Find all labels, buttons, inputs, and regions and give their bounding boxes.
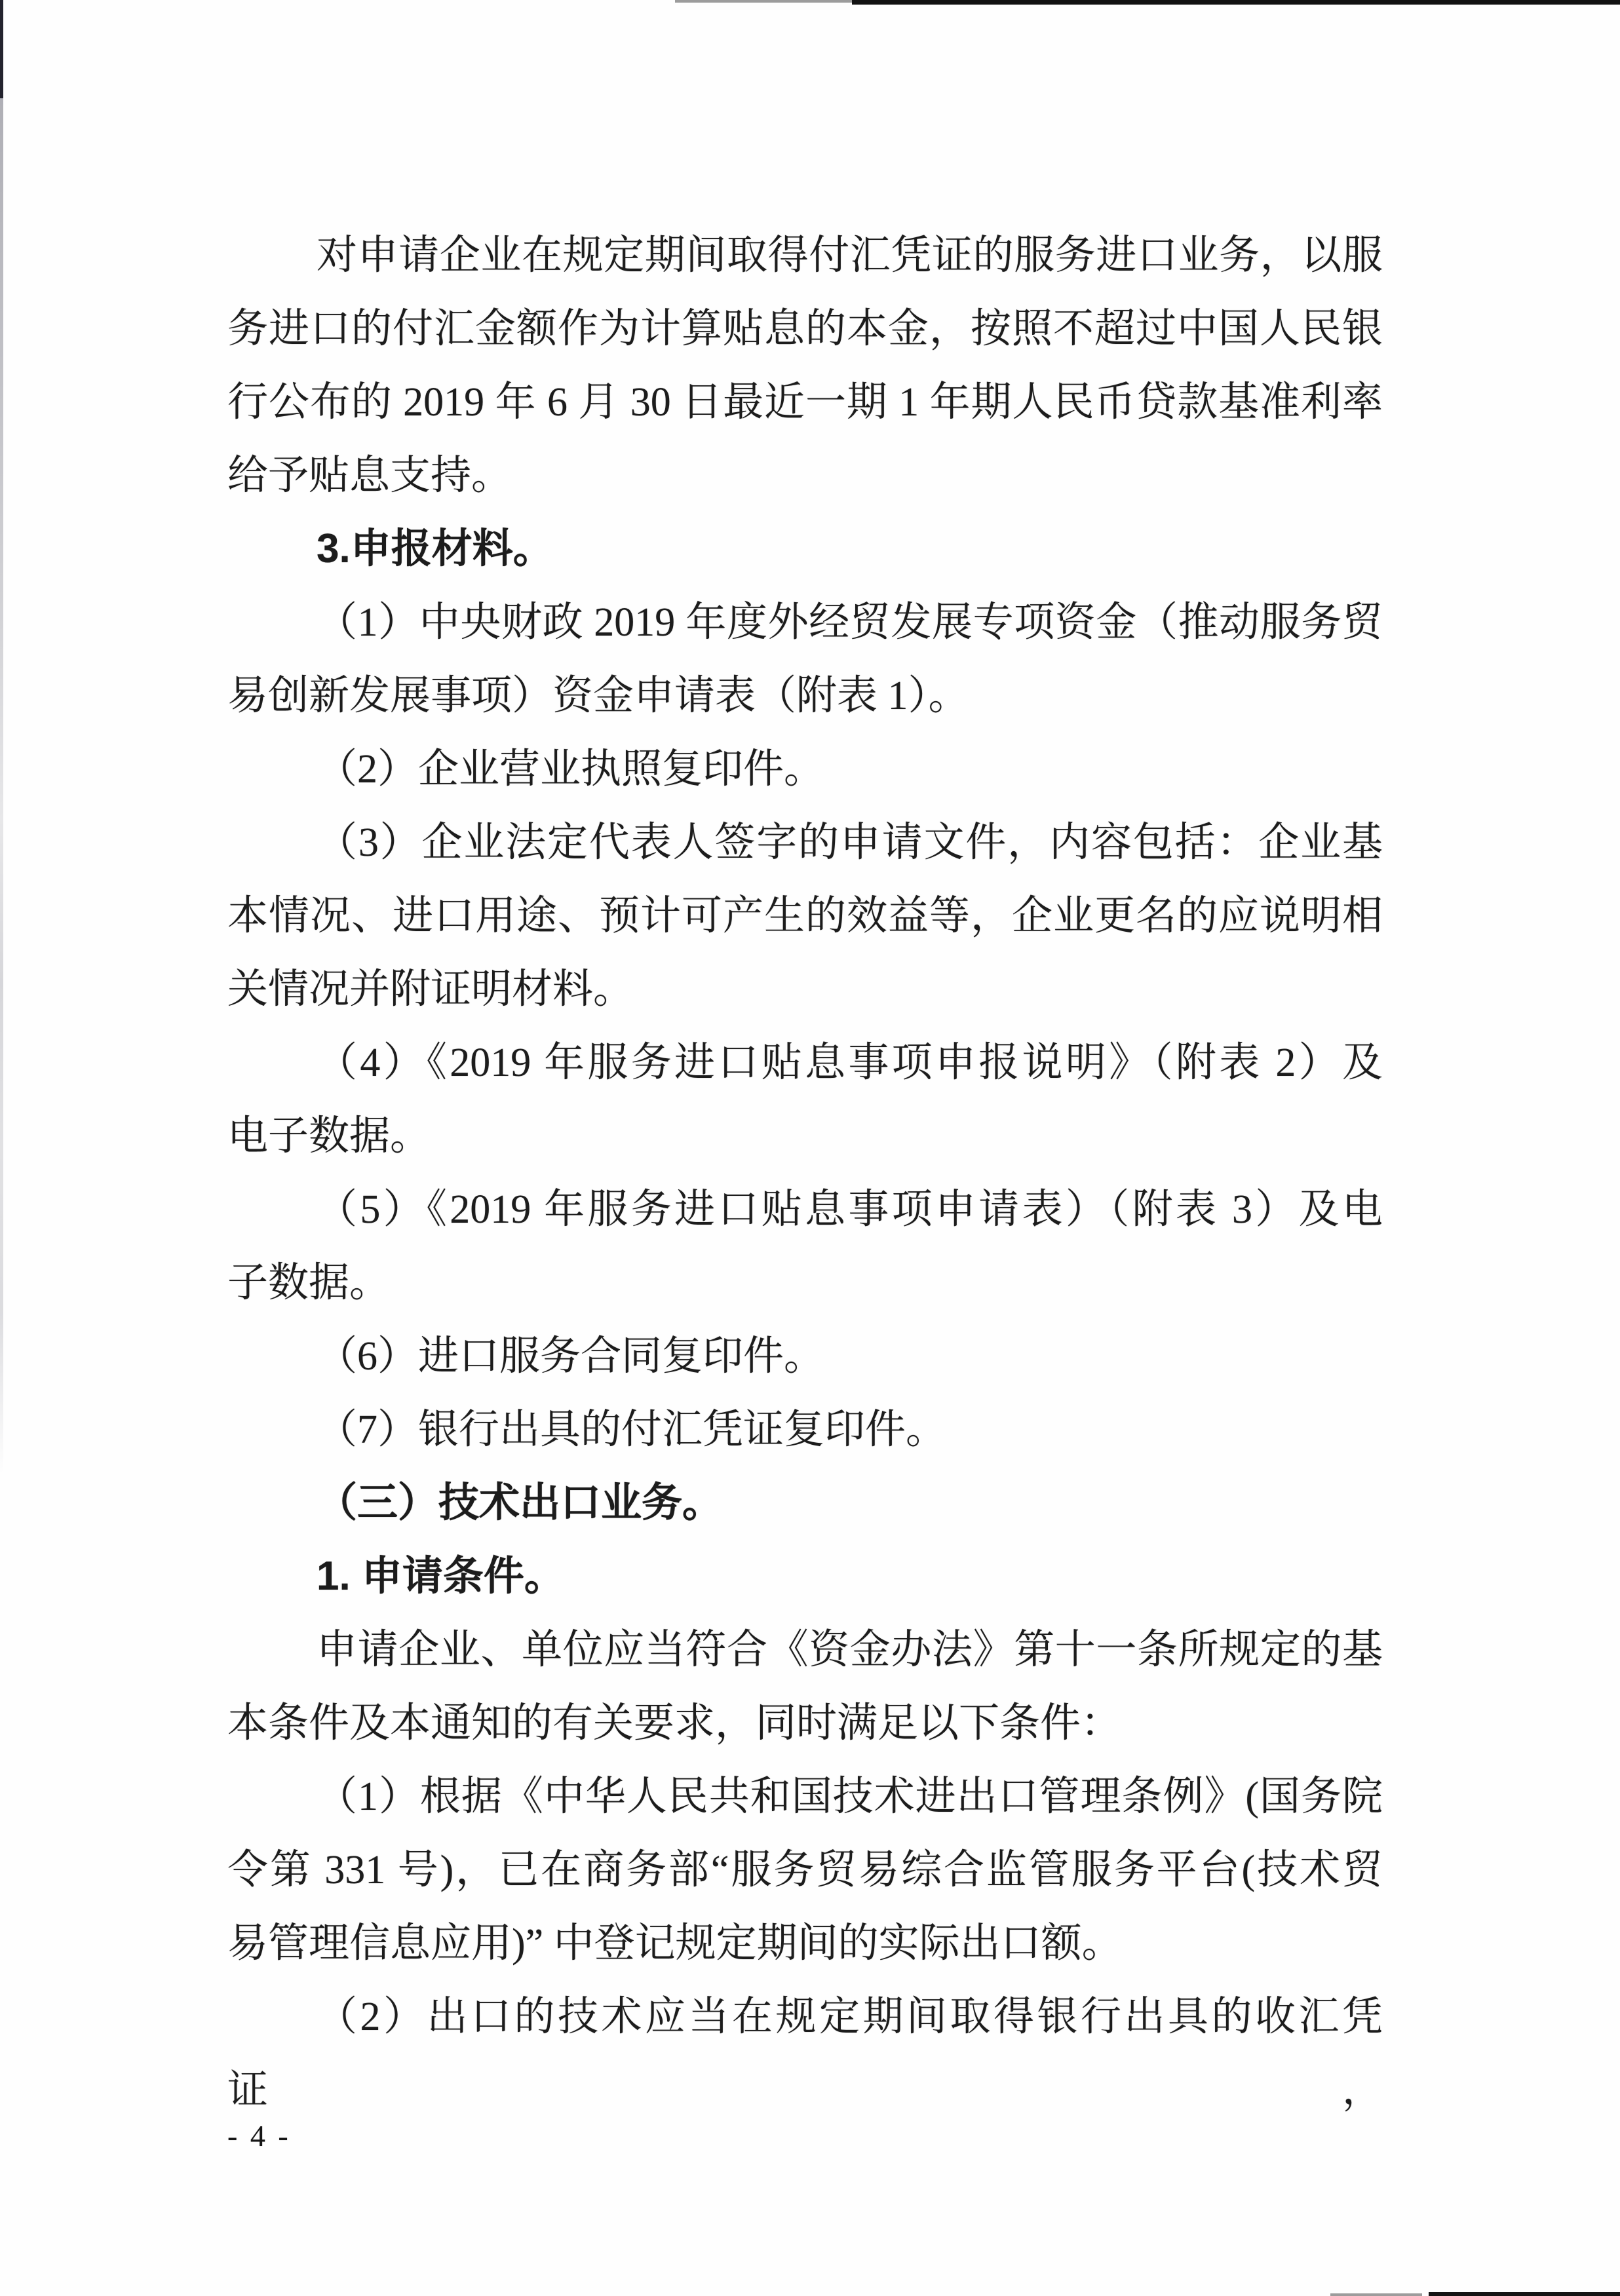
text-line: 行公布的 2019 年 6 月 30 日最近一期 1 年期人民币贷款基准利率 [227, 380, 1383, 425]
text-line: （2）出口的技术应当在规定期间取得银行出具的收汇凭证， [227, 1995, 1383, 2113]
scan-artifact-bottom-line-faint [1330, 2293, 1422, 2296]
text-line: 申请企业、单位应当符合《资金办法》第十一条所规定的基 [317, 1628, 1383, 1672]
text-line: （3）企业法定代表人签字的申请文件，内容包括：企业基 [317, 820, 1383, 865]
text-line: 本条件及本通知的有关要求，同时满足以下条件： [227, 1701, 1122, 1746]
text-line: （7）银行出具的付汇凭证复印件。 [317, 1407, 947, 1452]
text-line: 易管理信息应用)” 中登记规定期间的实际出口额。 [227, 1921, 1123, 1966]
page-number: - 4 - [227, 2119, 291, 2152]
text-line: （6）进口服务合同复印件。 [317, 1334, 825, 1379]
text-line: （1）根据《中华人民共和国技术进出口管理条例》(国务院 [317, 1774, 1383, 1819]
text-line: 本情况、进口用途、预计可产生的效益等，企业更名的应说明相 [227, 894, 1383, 938]
text-line: （5）《2019 年服务进口贴息事项申请表）（附表 3）及电 [317, 1187, 1383, 1232]
text-line: 子数据。 [227, 1261, 391, 1305]
text-line: 给予贴息支持。 [227, 453, 512, 498]
scan-artifact-bottom-line [1429, 2292, 1620, 2296]
document-body [227, 219, 1383, 2113]
text-line: 令第 331 号)，已在商务部“服务贸易综合监管服务平台(技术贸 [227, 1848, 1383, 1892]
text-line: 1. 申请条件。 [317, 1554, 565, 1599]
text-line: 易创新发展事项）资金申请表（附表 1）。 [227, 674, 969, 718]
scan-artifact-top-line [852, 0, 1620, 5]
text-line: （三）技术出口业务。 [317, 1480, 723, 1525]
scan-artifact-left-edge [0, 0, 3, 1474]
text-line: （2）企业营业执照复印件。 [317, 747, 825, 792]
text-line: 务进口的付汇金额作为计算贴息的本金，按照不超过中国人民银 [227, 307, 1383, 351]
text-line: （1）中央财政 2019 年度外经贸发展专项资金（推动服务贸 [317, 600, 1383, 645]
text-line: （4）《2019 年服务进口贴息事项申报说明》（附表 2）及 [317, 1041, 1383, 1085]
text-line: 对申请企业在规定期间取得付汇凭证的服务进口业务，以服 [317, 233, 1383, 278]
text-line: 电子数据。 [227, 1114, 431, 1158]
text-line: 3.申报材料。 [317, 526, 554, 571]
scan-artifact-top-line-faint [675, 0, 858, 3]
text-line: 关情况并附证明材料。 [227, 967, 634, 1012]
